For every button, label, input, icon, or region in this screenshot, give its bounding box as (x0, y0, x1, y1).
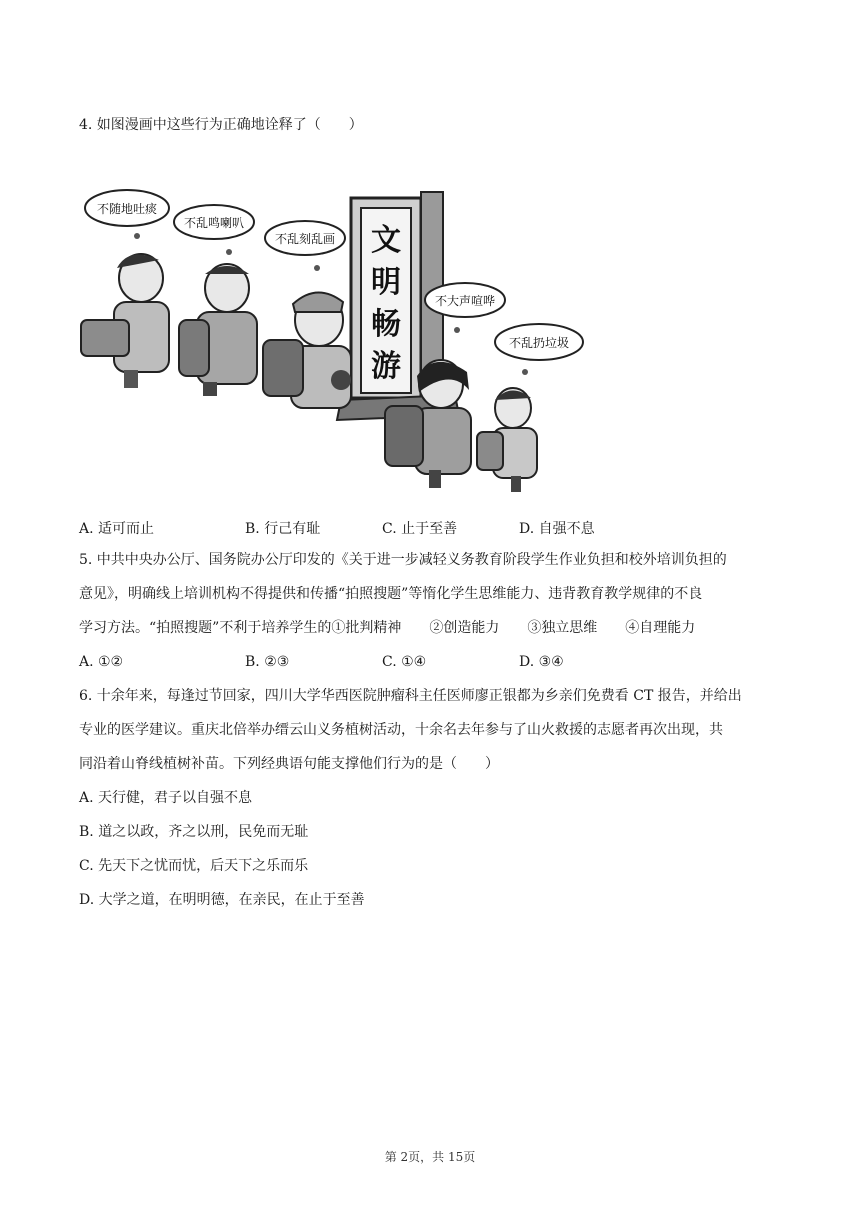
svg-text:不乱刻乱画: 不乱刻乱画 (274, 232, 336, 246)
option-a[interactable]: A. 适可而止 (79, 521, 155, 537)
option-d[interactable]: D. 大学之道，在明明德，在亲民，在止于至善 (79, 892, 365, 908)
svg-text:不乱鸣喇叭: 不乱鸣喇叭 (183, 216, 245, 230)
option-b[interactable]: B. 行己有耻 (245, 521, 321, 537)
option-c[interactable]: C. ①④ (382, 654, 427, 670)
gate-char-3: 畅 (371, 307, 401, 342)
tourist-figure-3 (263, 292, 351, 408)
option-b[interactable]: B. 道之以政，齐之以刑，民免而无耻 (79, 824, 309, 840)
question-5-line-3: 学习方法。“拍照搜题”不利于培养学生的①批判精神 ②创造能力 ③独立思维 ④自理能力 (79, 620, 696, 636)
svg-text:不随地吐痰: 不随地吐痰 (96, 202, 158, 216)
option-a[interactable]: A. 天行健，君子以自强不息 (79, 790, 253, 806)
svg-text:不乱扔垃圾: 不乱扔垃圾 (508, 336, 570, 350)
svg-text:不大声喧哗: 不大声喧哗 (434, 294, 496, 308)
question-4-stem: 4. 如图漫画中这些行为正确地诠释了（ ） (79, 117, 363, 133)
gate-char-4: 游 (371, 349, 401, 384)
speech-bubble-3 (265, 221, 345, 271)
option-d[interactable]: D. ③④ (519, 654, 564, 670)
comic-illustration (79, 170, 591, 500)
question-5-options (79, 654, 564, 670)
question-6-line-1: 6. 十余年来，每逢过节回家，四川大学华西医院肿瘤科主任医师廖正银都为乡亲们免费看 CT 报告，并给出 (79, 688, 742, 704)
question-4-options (79, 518, 595, 538)
question-5-line-1: 5. 中共中央办公厅、国务院办公厅印发的《关于进一步减轻义务教育阶段学生作业负担和校外培训负担的 (79, 552, 727, 568)
tourist-figure-5 (477, 388, 537, 492)
speech-bubble-2 (174, 205, 254, 255)
question-5-line-2: 意见》，明确线上培训机构不得提供和传播“拍照搜题”等惰化学生思维能力、违背教育教学规律的不良 (79, 586, 703, 602)
option-d[interactable]: D. 自强不息 (519, 521, 595, 537)
option-c[interactable]: C. 先天下之忧而忧，后天下之乐而乐 (79, 858, 309, 874)
speech-bubble-5 (495, 324, 583, 375)
gate-char-2: 明 (371, 265, 401, 300)
question-6-line-2: 专业的医学建议。重庆北倍举办缙云山义务植树活动，十余名去年参与了山火救援的志愿者再次出现，共 (79, 722, 723, 738)
option-a[interactable]: A. ①② (79, 654, 124, 670)
option-c[interactable]: C. 止于至善 (382, 521, 458, 537)
tourist-figure-1 (81, 254, 169, 388)
option-b[interactable]: B. ②③ (245, 654, 290, 670)
question-6-line-3: 同沿着山脊线植树补苗。下列经典语句能支撑他们行为的是（ ） (79, 756, 499, 772)
page-footer: 第 2页，共 15页 (384, 1150, 476, 1164)
gate-char-1: 文 (371, 223, 401, 258)
tourist-figure-2 (179, 264, 257, 396)
speech-bubble-1 (85, 190, 169, 239)
